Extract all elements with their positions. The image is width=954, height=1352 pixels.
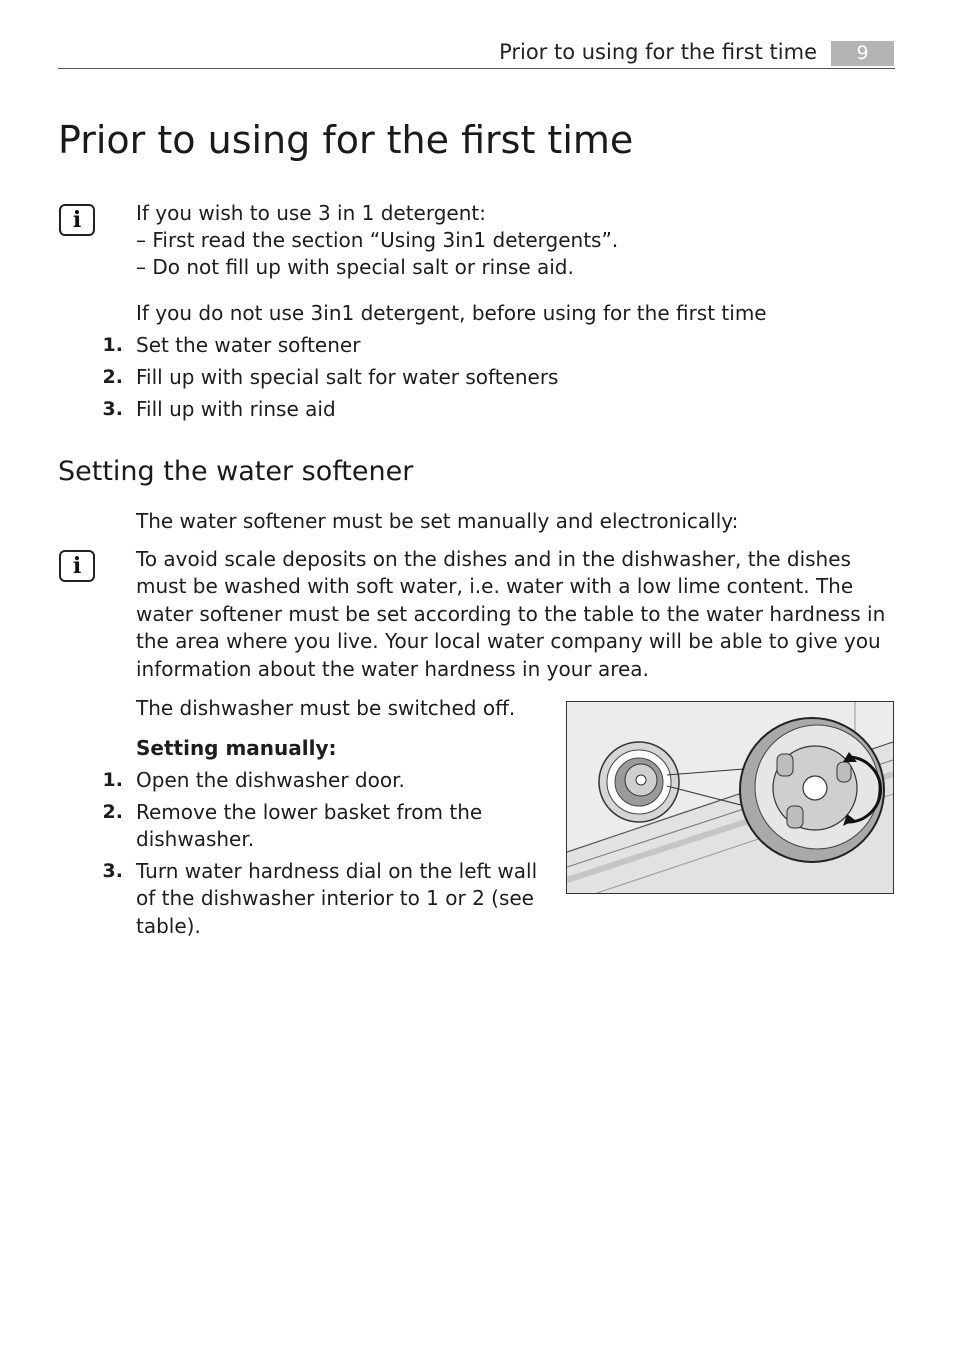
page-title: Prior to using for the first time [58, 118, 634, 162]
info-icon-glyph: i [72, 553, 82, 579]
manual-step-text: Remove the lower basket from the dishwasher. [136, 800, 483, 852]
info-icon [59, 204, 95, 236]
manual-step-number: 1. [102, 769, 123, 791]
manual-step-number: 2. [102, 801, 123, 823]
dial-drawing [567, 702, 893, 893]
intro-step-number: 2. [102, 366, 123, 388]
running-header-title: Prior to using for the first time [499, 40, 817, 64]
water-hardness-dial-illustration [566, 701, 894, 894]
intro-lead: If you do not use 3in1 detergent, before using for the first time [136, 301, 767, 325]
intro-step-text: Fill up with special salt for water softeners [136, 365, 559, 389]
intro-line-3: – Do not fill up with special salt or rinse aid. [136, 255, 574, 279]
section-heading: Setting the water softener [58, 456, 414, 487]
manual-step-number: 3. [102, 860, 123, 882]
intro-step-number: 1. [102, 334, 123, 356]
info-icon [59, 550, 95, 582]
intro-line-2: – First read the section “Using 3in1 detergents”. [136, 228, 619, 252]
page-number: 9 [831, 41, 894, 66]
setting-manually-heading: Setting manually: [136, 736, 337, 760]
water-hardness-note: To avoid scale deposits on the dishes and in the dishwasher, the dishes must be washed with soft water, i.e. water with a low lime content. The water softener must be set according to the table to the water hardness in the area where you live. Your local water company will be able to give you information about the water hardness in your area. [136, 547, 886, 681]
header-rule [58, 68, 895, 69]
intro-step-number: 3. [102, 398, 123, 420]
intro-step-text: Set the water softener [136, 333, 361, 357]
switched-off-text: The dishwasher must be switched off. [136, 696, 516, 720]
section-lead: The water softener must be set manually and electronically: [136, 509, 739, 533]
manual-step-text: Turn water hardness dial on the left wall of the dishwasher interior to 1 or 2 (see table). [136, 859, 538, 938]
intro-step-text: Fill up with rinse aid [136, 397, 336, 421]
info-icon-glyph: i [72, 207, 82, 233]
intro-line-1: If you wish to use 3 in 1 detergent: [136, 201, 486, 225]
manual-step-text: Open the dishwasher door. [136, 768, 405, 792]
